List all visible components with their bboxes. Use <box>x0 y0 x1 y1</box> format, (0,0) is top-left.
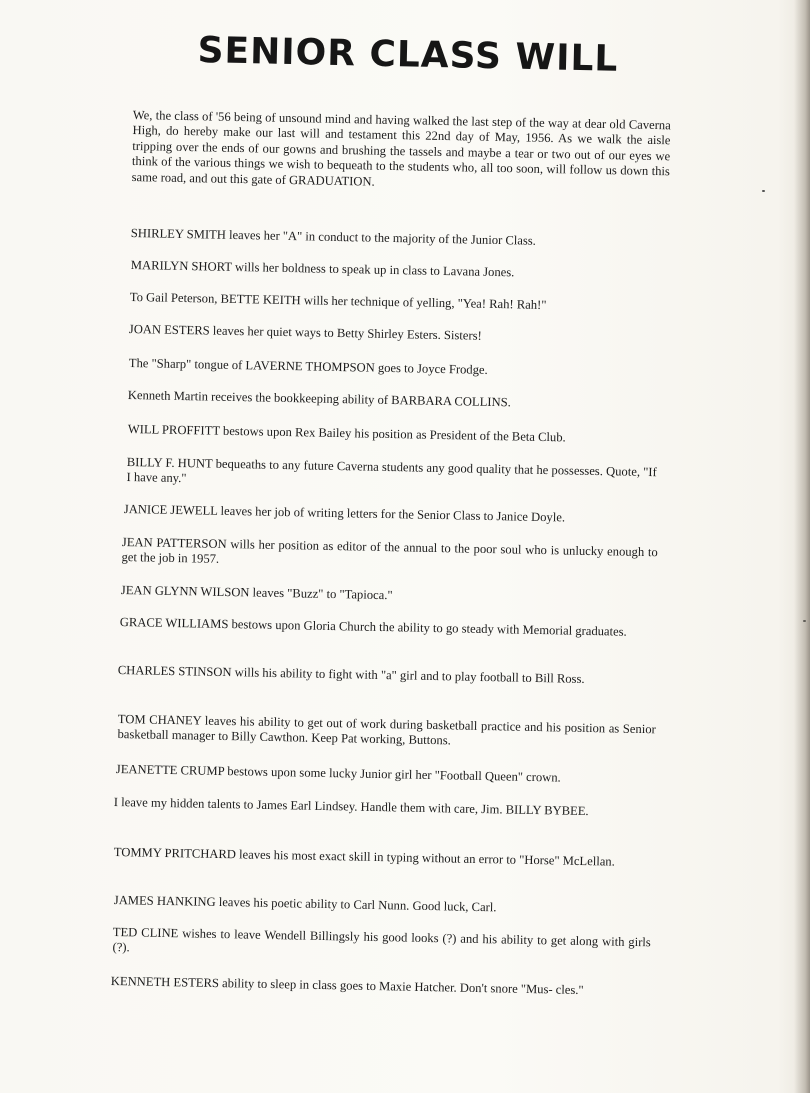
will-entry: The "Sharp" tongue of LAVERNE THOMPSON goes to Joyce Frodge. <box>128 356 488 377</box>
will-entry: JEAN GLYNN WILSON leaves "Buzz" to "Tapioca." <box>120 583 393 603</box>
will-entry: JOAN ESTERS leaves her quiet ways to Betty Shirley Esters. Sisters! <box>128 322 482 343</box>
will-entry: To Gail Peterson, BETTE KEITH wills her technique of yelling, "Yea! Rah! Rah!" <box>129 290 547 312</box>
page-edge-shadow <box>794 0 810 1093</box>
will-entry: JEANETTE CRUMP bestows upon some lucky Junior girl her "Football Queen" crown. <box>115 762 561 785</box>
will-entry: BILLY F. HUNT bequeaths to any future Caverna students any good quality that he possesses. Quote, "If I have any." <box>126 455 657 486</box>
will-entry: Kenneth Martin receives the bookkeeping ability of BARBARA COLLINS. <box>127 388 511 410</box>
will-entry: JEAN PATTERSON wills her position as editor of the annual to the poor soul who is unlucky enough to get the job in 1957. <box>121 535 658 567</box>
will-entry: TED CLINE wishes to leave Wendell Billingsly his good looks (?) and his ability to get along with girls (?). <box>112 925 651 955</box>
will-entry: TOMMY PRITCHARD leaves his most exact skill in typing without an error to "Horse" McLellan. <box>113 845 615 869</box>
will-entry: KENNETH ESTERS ability to sleep in class goes to Maxie Hatcher. Don't snore "Mus- cles." <box>110 974 584 998</box>
will-entry: JAMES HANKING leaves his poetic ability to Carl Nunn. Good luck, Carl. <box>113 893 497 915</box>
will-entry: JANICE JEWELL leaves her job of writing letters for the Senior Class to Janice Doyle. <box>123 502 566 525</box>
will-entry: WILL PROFFITT bestows upon Rex Bailey his position as President of the Beta Club. <box>127 422 566 445</box>
page-title: SENIOR CLASS WILL <box>197 30 619 80</box>
will-entry: MARILYN SHORT wills her boldness to speak up in class to Lavana Jones. <box>130 258 515 280</box>
will-entry: SHIRLEY SMITH leaves her "A" in conduct to the majority of the Junior Class. <box>130 226 536 248</box>
will-entry: CHARLES STINSON wills his ability to fight with "a" girl and to play football to Bill Ross. <box>117 663 585 686</box>
will-entry: I leave my hidden talents to James Earl Lindsey. Handle them with care, Jim. BILLY BYBEE. <box>113 795 589 819</box>
paper-speck <box>762 190 765 192</box>
intro-paragraph: We, the class of '56 being of unsound mind and having walked the last step of the way at dear old Caverna High, do hereby make our last will and testament this 22nd day of May, 1956. As we walk the aisle tripping over the ends of our gowns and brushing the tassels and maybe a tear or two out of our eyes we think of the various things we wish to bequeath to the students who, all too soon, will follow us down this same road, and out this gate of GRADUATION. <box>131 108 671 189</box>
will-entry: TOM CHANEY leaves his ability to get out of work during basketball practice and his position as Senior basketball manager to Billy Cawthon. Keep Pat working, Buttons. <box>117 712 656 748</box>
will-entry: GRACE WILLIAMS bestows upon Gloria Church the ability to go steady with Memorial graduates. <box>119 615 627 639</box>
